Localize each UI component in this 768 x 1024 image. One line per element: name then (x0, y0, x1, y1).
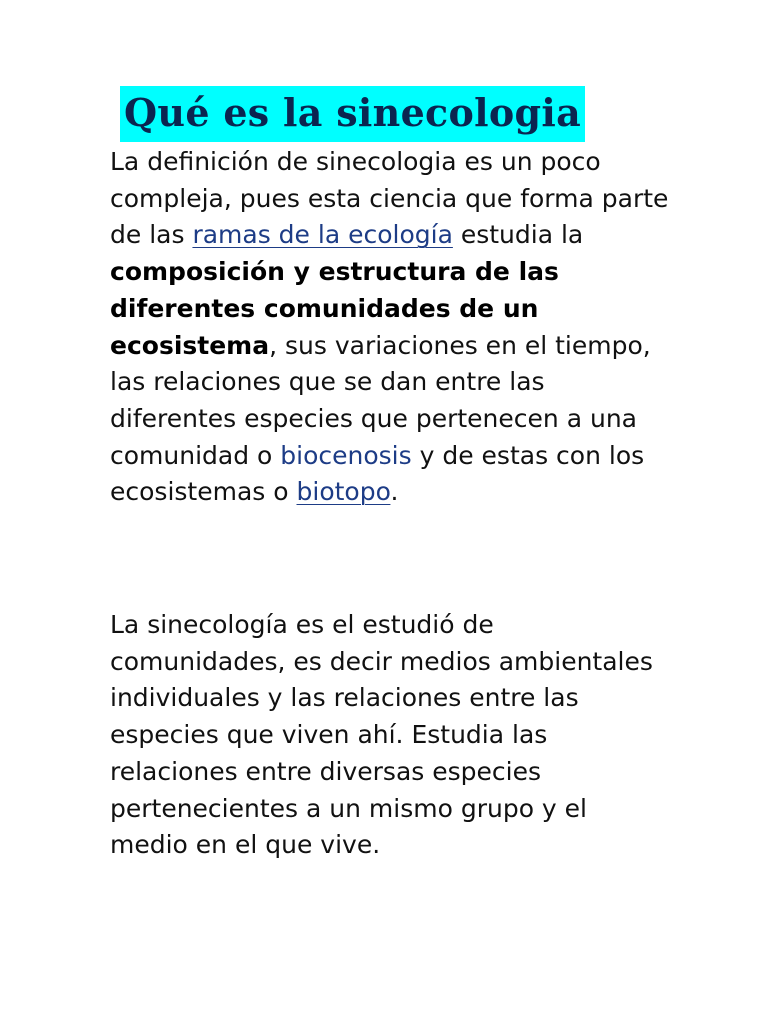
paragraph-text: . (390, 477, 399, 507)
paragraph-text: estudia la (452, 220, 584, 250)
ramas-de-la-ecologia-link[interactable]: ramas de la ecología (192, 220, 453, 250)
paragraph-text: , sus variaciones en el tiempo, las relaciones que se dan entre las diferentes especies que pertenecen a una comunidad o (110, 330, 651, 470)
biocenosis-link[interactable]: biocenosis (280, 440, 412, 470)
bold-phrase: composición y estructura de las diferentes comunidades de un ecosistema (110, 257, 559, 360)
definition-paragraph (110, 144, 670, 511)
biotopo-link[interactable]: biotopo (296, 477, 391, 507)
sinecologia-paragraph: La sinecología es el estudió de comunidades, es decir medios ambientales individuales y las relaciones entre las especies que viven ahí. Estudia las relaciones entre diversas especies pertenecientes a un mismo grupo y el medio en el que vive. (110, 610, 653, 860)
paragraph-text: La definición de sinecologia es un poco compleja, pues esta ciencia que forma parte de las (110, 147, 669, 250)
paragraph-text: y de estas con los ecosistemas o (110, 440, 645, 507)
page-title: Qué es la sinecologia (120, 86, 585, 142)
